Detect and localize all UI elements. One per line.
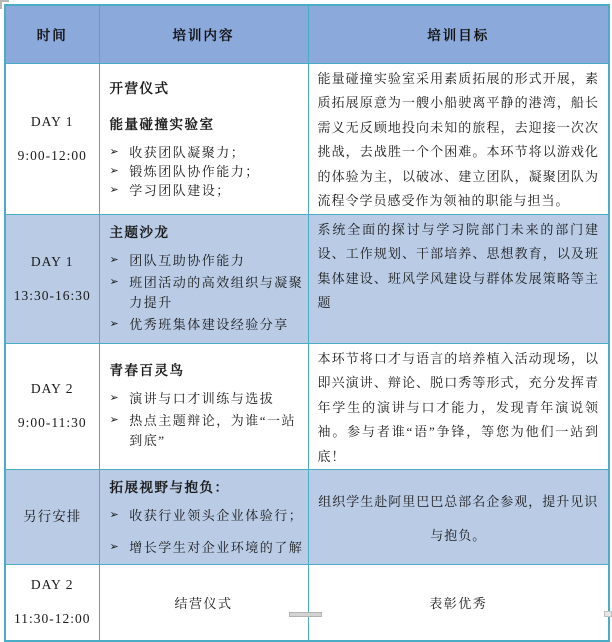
arrow-bullet-icon: ➢ [109, 414, 121, 427]
bullet-text: 收获团队凝聚力； [129, 145, 246, 160]
bullet-text: 热点主题辩论，为谁“一站到底” [129, 413, 296, 449]
time-cell [5, 343, 99, 470]
target-text: 系统全面的探讨与学习院部门未来的部门建设、工作规划、干部培养、思想教育，以及班集体建设、班风学风建设与群体发展策略等主题 [317, 221, 599, 310]
target-cell [308, 565, 609, 641]
time-cell [5, 470, 99, 565]
time-label: 11:30-12:00 [14, 611, 91, 627]
content-cell [99, 63, 308, 214]
bullet-list [110, 389, 304, 451]
bullet-text: 学习团队建设； [129, 183, 231, 198]
bullet-item [110, 389, 304, 409]
day-label: DAY 2 [30, 381, 74, 397]
content-title: 青春百灵鸟 [109, 363, 185, 379]
bullet-item [110, 315, 304, 335]
header-content: 培训内容 [99, 5, 308, 63]
bullet-item [110, 506, 304, 526]
time-cell [5, 214, 99, 343]
time-cell [5, 565, 99, 641]
day-label: DAY 1 [30, 113, 74, 129]
content-title: 主题沙龙 [109, 224, 170, 240]
bullet-text: 优秀班集体建设经验分享 [129, 316, 289, 332]
content-title: 开营仪式 [109, 81, 170, 96]
bullet-item [110, 273, 304, 313]
time-cell [5, 63, 99, 214]
arrow-bullet-icon: ➢ [109, 275, 121, 288]
bullet-text: 演讲与口才训练与选拔 [129, 391, 275, 407]
target-cell [308, 214, 609, 343]
target-text: 本环节将口才与语言的培养植入活动现场，以即兴演讲、辩论、脱口秀等形式，充分发挥青年学生的演讲与口才能力，发现青年演说领袖。参与者谁“语”争锋，等您为他们一站到底！ [317, 350, 599, 464]
table-row-separate-arrangement [5, 470, 609, 565]
arrow-bullet-icon: ➢ [109, 541, 121, 553]
bullet-item [110, 181, 304, 200]
arrow-bullet-icon: ➢ [109, 146, 121, 158]
target-text: 表彰优秀 [429, 595, 488, 611]
arrow-bullet-icon: ➢ [109, 317, 121, 330]
table-header-row [5, 5, 609, 63]
bullet-text: 增长学生对企业环境的了解 [129, 540, 304, 555]
content-title: 拓展视野与抱负： [109, 480, 230, 495]
bullet-item [110, 143, 304, 162]
bullet-item [110, 251, 304, 271]
header-time: 时间 [5, 5, 99, 63]
arrow-bullet-icon: ➢ [109, 184, 121, 196]
horizontal-scrollbar-thumb[interactable] [289, 612, 322, 617]
bullet-list [110, 506, 304, 558]
target-cell [308, 470, 609, 565]
arrow-bullet-icon: ➢ [109, 253, 121, 266]
arrow-bullet-icon: ➢ [109, 392, 121, 405]
content-cell [99, 565, 308, 641]
content-cell [99, 470, 308, 565]
content-title: 能量碰撞实验室 [109, 117, 215, 132]
bullet-item [110, 162, 304, 181]
content-title: 结营仪式 [174, 595, 233, 611]
time-label: 13:30-16:30 [13, 287, 91, 303]
bullet-list [110, 251, 304, 335]
target-text: 能量碰撞实验室采用素质拓展的形式开展，素质拓展原意为一艘小船驶离平静的港湾，船长需义无反顾地投向未知的旅程，去迎接一次次挑战，去战胜一个个困难。本环节将以游戏化的体验为主，以破冰、建立团队，凝聚团队为流程令学员感受作为领袖的职能与担当。 [317, 70, 599, 208]
day-label: DAY 2 [30, 577, 74, 593]
bullet-text: 收获行业领头企业体验行； [129, 508, 304, 523]
bullet-item [110, 411, 304, 451]
time-label: 9:00-12:00 [17, 147, 87, 163]
table-row-day1-morning [5, 63, 609, 214]
bullet-text: 班团活动的高效组织与凝聚力提升 [129, 274, 304, 310]
header-target: 培训目标 [308, 5, 609, 63]
content-cell [99, 343, 308, 470]
time-label: 9:00-11:30 [17, 415, 87, 431]
bullet-list [110, 143, 304, 200]
bullet-text: 团队互助协作能力 [129, 252, 246, 268]
bullet-item [110, 538, 304, 558]
day-label: DAY 1 [30, 253, 74, 269]
target-text: 组织学生赴阿里巴巴总部名企参观，提升见识与抱负。 [318, 493, 599, 543]
content-cell [99, 214, 308, 343]
bullet-text: 锻炼团队协作能力； [129, 164, 260, 179]
arrow-bullet-icon: ➢ [109, 165, 121, 177]
table-row-day2-closing [5, 565, 609, 641]
target-cell [308, 343, 609, 470]
table-row-day1-afternoon [5, 214, 609, 343]
target-cell [308, 63, 609, 214]
day-label: 另行安排 [23, 509, 82, 524]
scrollbar-corner[interactable] [604, 611, 612, 617]
table-row-day2-morning [5, 343, 609, 470]
training-schedule-table [4, 4, 610, 642]
arrow-bullet-icon: ➢ [109, 509, 121, 521]
